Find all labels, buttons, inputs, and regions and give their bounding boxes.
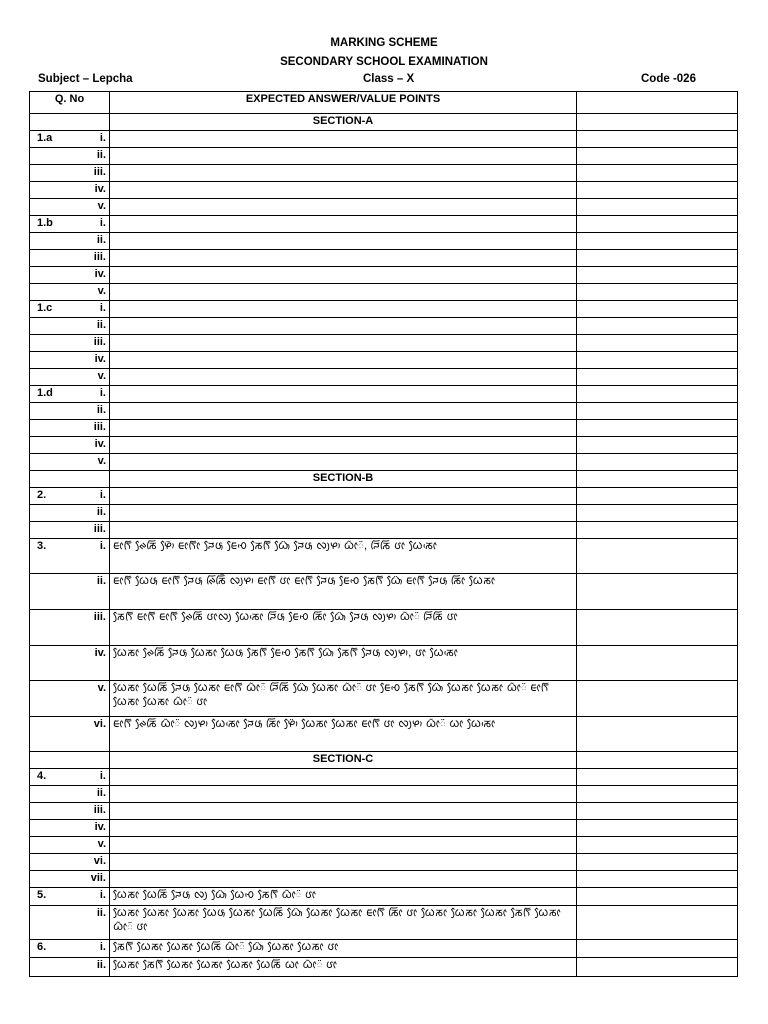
table-row [30, 837, 738, 854]
table-row [30, 233, 738, 250]
table-row [30, 182, 738, 199]
part-label: iii. [30, 165, 110, 182]
question-number [30, 131, 110, 148]
answer-text: ᰕᰧᰛᰩ ᰀᰦᰛᰩ ᰀᰦᰛᰩ ᰊᰧᰕᰩ ᰂᰦᰜᰪ ᰃᰧᰕᰦᰵ ᰎᰩᰂᰥ ᰀᰧᰆᰵ ᰕᰩᰦ ᰃᰥᰧᰮ ᰎᰧᰂᰥ ᰜᰪᰋᰥ ᰃᰦᰶᰮ ᰎᰩᰕᰩ ᰂᰦ [110, 610, 577, 646]
part-label: ii. [30, 403, 110, 420]
table-row [30, 454, 738, 471]
part-label: ii. [30, 906, 110, 940]
answer-header: EXPECTED ANSWER/VALUE POINTS [110, 92, 577, 114]
part-label: iii. [30, 335, 110, 352]
question-number [30, 888, 110, 906]
part-label: ii. [30, 318, 110, 335]
table-row [30, 165, 738, 182]
part-label: ii. [30, 233, 110, 250]
table-row [30, 505, 738, 522]
table-row [30, 420, 738, 437]
answer-text: ᰕᰧᰛᰩ ᰃᰧᰕᰦ ᰃᰧᰕᰦ ᰃᰧᰕᰩ ᰃᰦᰶᰮ ᰃᰥᰧᰮ ᰃᰧᰕᰦ ᰃᰧᰕᰦ ᰂᰦ [110, 940, 577, 958]
table-row [30, 131, 738, 148]
table-row [30, 284, 738, 301]
question-label: 6. [37, 941, 47, 953]
table-row [30, 386, 738, 403]
table-row [30, 940, 738, 958]
part-label: vii. [30, 871, 110, 888]
document-subtitle: SECONDARY SCHOOL EXAMINATION [280, 56, 488, 68]
table-row [30, 335, 738, 352]
table-row [30, 769, 738, 786]
table-row [30, 352, 738, 369]
subject-label: Subject – Lepcha [38, 73, 133, 85]
table-row [30, 871, 738, 888]
part-label: v. [30, 199, 110, 216]
part-label: i. [99, 941, 106, 953]
question-number [30, 539, 110, 574]
part-label: ii. [30, 786, 110, 803]
section-row [30, 114, 738, 131]
table-row [30, 854, 738, 871]
table-row [30, 437, 738, 454]
part-label: iii. [30, 522, 110, 539]
question-label: 1.c [37, 302, 53, 314]
table-row [30, 786, 738, 803]
part-label: i. [99, 387, 106, 399]
part-label: i. [99, 770, 106, 782]
table-row [30, 906, 738, 940]
document-title: MARKING SCHEME [330, 37, 438, 49]
section-c-title: SECTION-C [110, 752, 577, 769]
question-label: 1.b [37, 217, 53, 229]
question-number [30, 301, 110, 318]
part-label: iii. [30, 803, 110, 820]
part-label: v. [30, 284, 110, 301]
question-label: 4. [37, 770, 47, 782]
answer-text: ᰃᰧᰕᰦ ᰊᰧᰕᰩ ᰎᰧᰂᰥ ᰃᰧᰕᰦ ᰃᰧᰂᰥ ᰕᰧᰛᰩ ᰀᰧᰆᰵ ᰕᰧᰛᰩ ᰃᰥᰧᰮ ᰕᰧᰛᰩ ᰎᰧᰂᰥ ᰜᰪᰋᰥ, ᰂᰦ ᰃᰧᰕᰦᰵ [110, 646, 577, 681]
table-row [30, 369, 738, 386]
part-label: vi. [30, 854, 110, 871]
table-row [30, 148, 738, 165]
question-label: 5. [37, 889, 47, 901]
section-a-title: SECTION-A [110, 114, 577, 131]
table-row [30, 301, 738, 318]
table-row [30, 199, 738, 216]
table-row [30, 318, 738, 335]
part-label: iv. [30, 352, 110, 369]
table-row [30, 717, 738, 752]
part-label: i. [99, 217, 106, 229]
table-row [30, 888, 738, 906]
table-row [30, 539, 738, 574]
table-row [30, 574, 738, 610]
part-label: iv. [30, 820, 110, 837]
header-row [30, 92, 738, 114]
question-number [30, 940, 110, 958]
question-number [30, 216, 110, 233]
answer-text: ᰃᰧᰕᰦ ᰃᰧᰕᰩ ᰎᰧᰂᰥ ᰃᰧᰕᰦ ᰀᰦᰛᰩ ᰃᰦᰶᰮ ᰎᰩᰕᰩ ᰃᰥᰧᰮ ᰃᰧᰕᰦ ᰃᰦᰶᰮ ᰂᰦ ᰀᰧᰆᰵ ᰕᰧᰛᰩ ᰃᰥᰧᰮ ᰃᰧᰕᰦ ᰃᰧᰕᰦ ᰃᰦᰶᰮ ᰀᰦᰛᰩ ᰃᰧᰕᰦ ᰃᰧᰕᰦ ᰃᰦᰶᰮ ᰂᰦ [110, 681, 577, 717]
table-row [30, 522, 738, 539]
section-row [30, 471, 738, 488]
qno-header: Q. No [30, 92, 110, 114]
part-label: iii. [30, 420, 110, 437]
answer-text: ᰃᰧᰕᰦ ᰃᰧᰕᰩ ᰎᰧᰂᰥ ᰜᰪ ᰃᰥᰧᰮ ᰃᰧᰆᰵ ᰕᰧᰛᰩ ᰃᰦᰶᰮ ᰂᰦ [110, 888, 577, 906]
part-label: ii. [30, 148, 110, 165]
part-label: i. [99, 540, 106, 552]
table-row [30, 403, 738, 420]
question-label: 3. [37, 540, 47, 552]
class-label: Class – X [363, 73, 415, 85]
answer-text: ᰀᰦᰛᰩ ᰃᰧᰂᰥ ᰀᰦᰛᰩ ᰎᰧᰂᰥ ᰊᰩᰕᰩᰮ ᰜᰪᰋᰥ ᰀᰦᰛᰩ ᰂᰦ ᰀᰦᰛᰩ ᰎᰧᰂᰥ ᰀᰧᰆᰵ ᰕᰧᰛᰩ ᰃᰥᰧᰮ ᰀᰦᰛᰩ ᰎᰧᰂᰥ ᰕᰩᰦ ᰃᰧᰕᰦ [110, 574, 577, 610]
marks-header [577, 92, 738, 114]
table-row [30, 267, 738, 284]
section-b-title: SECTION-B [110, 471, 577, 488]
table-row [30, 646, 738, 681]
answer-text: ᰀᰦᰛᰩ ᰊᰧᰕᰩ ᰃᰦᰶᰮ ᰜᰪᰋᰥ ᰃᰧᰕᰦᰵ ᰎᰧᰂᰥ ᰕᰩᰦ ᰋᰥᰧᰮ ᰃᰧᰕᰦ ᰃᰧᰕᰦ ᰀᰦᰛᰩ ᰂᰦ ᰜᰪᰋᰥ ᰃᰦᰶᰮ ᰃᰦ ᰃᰧᰕᰦᰵ [110, 717, 577, 752]
part-label: i. [99, 889, 106, 901]
part-label: v. [30, 454, 110, 471]
part-label: iv. [30, 267, 110, 284]
part-label: i. [99, 132, 106, 144]
table-row [30, 610, 738, 646]
table-row [30, 681, 738, 717]
code-label: Code -026 [641, 73, 696, 85]
question-label: 1.d [37, 387, 53, 399]
part-label: v. [30, 369, 110, 386]
question-label: 2. [37, 489, 47, 501]
table-row [30, 958, 738, 977]
part-label: ii. [30, 574, 110, 610]
part-label: ii. [30, 958, 110, 977]
section-row [30, 752, 738, 769]
question-number [30, 769, 110, 786]
part-label: vi. [30, 717, 110, 752]
part-label: i. [99, 489, 106, 501]
part-label: v. [30, 837, 110, 854]
question-number [30, 386, 110, 403]
part-label: i. [99, 302, 106, 314]
part-label: iii. [30, 250, 110, 267]
part-label: iv. [30, 646, 110, 681]
table-row [30, 803, 738, 820]
part-label: iv. [30, 437, 110, 454]
table-row [30, 820, 738, 837]
answer-text: ᰀᰦᰛᰩ ᰊᰧᰕᰩ ᰋᰥᰧᰮ ᰀᰦᰛᰩᰦ ᰎᰧᰂᰥ ᰀᰧᰆᰵ ᰕᰧᰛᰩ ᰃᰥᰧᰮ ᰎᰧᰂᰥ ᰜᰪᰋᰥ ᰃᰦᰶᰮ, ᰎᰩᰕᰩ ᰂᰦ ᰃᰧᰕᰦᰵ [110, 539, 577, 574]
part-label: ii. [30, 505, 110, 522]
table-row [30, 250, 738, 267]
part-label: v. [30, 681, 110, 717]
question-label: 1.a [37, 132, 53, 144]
answer-text: ᰃᰧᰕᰦ ᰕᰧᰛᰩ ᰃᰧᰕᰦ ᰃᰧᰕᰦ ᰃᰧᰕᰦ ᰃᰧᰕᰩ ᰃᰦ ᰃᰦᰶᰮ ᰂᰦ [110, 958, 577, 977]
part-label: iii. [30, 610, 110, 646]
marking-table [29, 91, 738, 977]
part-label: iv. [30, 182, 110, 199]
question-number [30, 488, 110, 505]
table-row [30, 488, 738, 505]
answer-text: ᰃᰧᰕᰦ ᰃᰧᰕᰦ ᰃᰧᰕᰦ ᰃᰧᰂᰥ ᰃᰧᰕᰦ ᰃᰧᰕᰩ ᰃᰥᰧᰮ ᰃᰧᰕᰦ ᰃᰧᰕᰦ ᰀᰦᰛᰩ ᰕᰩᰦ ᰂᰦ ᰃᰧᰕᰦ ᰃᰧᰕᰦ ᰃᰧᰕᰦ ᰕᰧᰛᰩ ᰃᰧᰕᰦ ᰃᰦᰶᰮ ᰂᰦ [110, 906, 577, 940]
table-row [30, 216, 738, 233]
